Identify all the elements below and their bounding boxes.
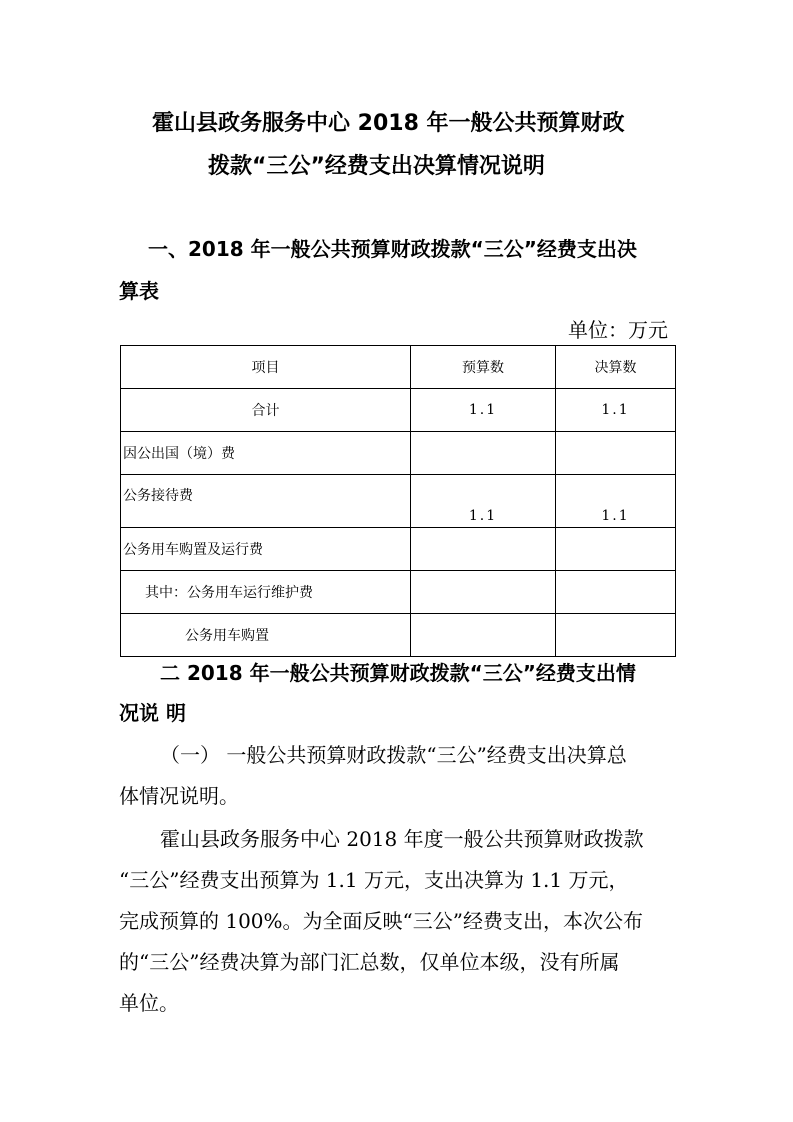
- table-row: [121, 475, 676, 528]
- cell-final: 1.1: [556, 389, 676, 432]
- cell-item: 其中：公务用车运行维护费: [121, 571, 411, 614]
- cell-budget: [411, 571, 556, 614]
- three-public-expense-table: [120, 345, 676, 657]
- header-item: 项目: [121, 346, 411, 389]
- paragraph-line: 霍山县政务服务中心 2018 年度一般公共预算财政拨款: [160, 827, 644, 851]
- cell-final: [556, 614, 676, 657]
- cell-final: [556, 528, 676, 571]
- table-row: [121, 571, 676, 614]
- cell-final: [556, 432, 676, 475]
- cell-item: 公务接待费: [121, 475, 411, 528]
- unit-label: 单位：万元: [568, 318, 668, 342]
- cell-budget: [411, 614, 556, 657]
- table-header-row: [121, 346, 676, 389]
- table-row: [121, 528, 676, 571]
- section2-heading-line2: 况说 明: [119, 701, 186, 725]
- section2-subheading-line2: 体情况说明。: [119, 784, 239, 808]
- paragraph-line: 单位。: [119, 991, 179, 1015]
- cell-item: 合计: [121, 389, 411, 432]
- section1-heading-line2: 算表: [119, 279, 159, 303]
- header-final: 决算数: [556, 346, 676, 389]
- paragraph-line: 的“三公”经费决算为部门汇总数，仅单位本级，没有所属: [119, 950, 620, 974]
- table-row: [121, 614, 676, 657]
- doc-title-line1: 霍山县政务服务中心 2018 年一般公共预算财政: [152, 111, 625, 136]
- paragraph-line: 完成预算的 100%。为全面反映“三公”经费支出，本次公布: [119, 909, 643, 933]
- cell-final: [556, 571, 676, 614]
- cell-budget: 1.1: [411, 389, 556, 432]
- section1-heading-line1: 一、2018 年一般公共预算财政拨款“三公”经费支出决: [148, 237, 637, 261]
- cell-budget: [411, 432, 556, 475]
- table-row: [121, 432, 676, 475]
- cell-budget: [411, 528, 556, 571]
- cell-final: 1.1: [556, 475, 676, 528]
- cell-budget: 1.1: [411, 475, 556, 528]
- cell-item: 因公出国（境）费: [121, 432, 411, 475]
- cell-item: 公务用车购置及运行费: [121, 528, 411, 571]
- doc-title-line2: 拨款“三公”经费支出决算情况说明: [208, 154, 545, 179]
- paragraph-line: “三公”经费支出预算为 1.1 万元，支出决算为 1.1 万元，: [119, 868, 629, 892]
- section2-heading-line1: 二 2018 年一般公共预算财政拨款“三公”经费支出情: [160, 661, 636, 685]
- table-row-total: [121, 389, 676, 432]
- cell-item: 公务用车购置: [121, 614, 411, 657]
- header-budget: 预算数: [411, 346, 556, 389]
- section2-subheading-line1: （一） 一般公共预算财政拨款“三公”经费支出决算总: [160, 743, 627, 767]
